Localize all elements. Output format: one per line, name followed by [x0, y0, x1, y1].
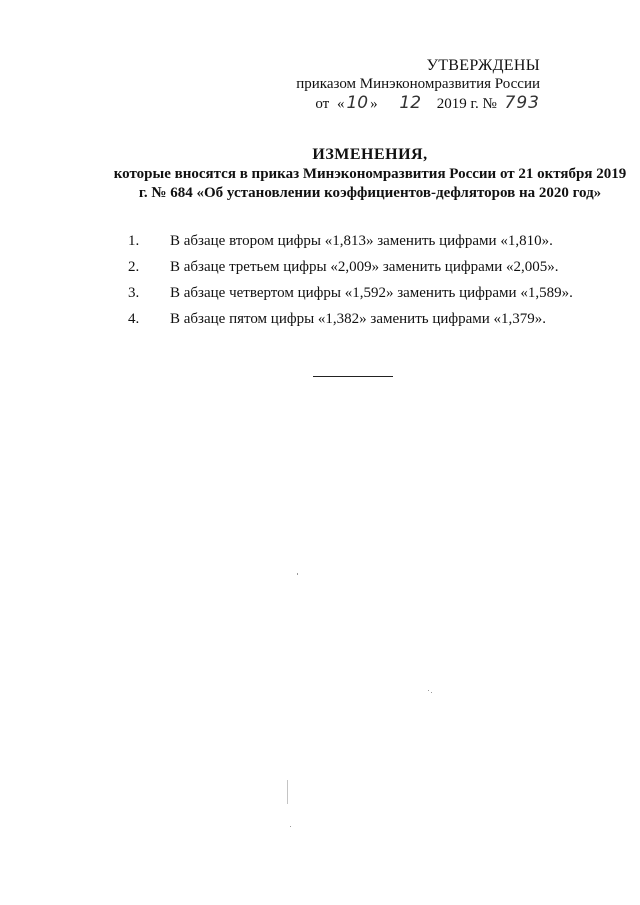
item-number: 2.: [128, 259, 140, 275]
order-year: 2019 г. №: [436, 96, 497, 112]
item-text: В абзаце четвертом цифры «1,592» заменить цифрами «1,589».: [170, 285, 573, 301]
item-text: В абзаце втором цифры «1,813» заменить цифрами «1,810».: [170, 233, 553, 249]
scan-speck: [428, 690, 429, 691]
list-item: [128, 258, 608, 284]
open-quote: «: [336, 96, 345, 112]
list-item: [128, 310, 608, 336]
close-quote: »: [370, 96, 378, 112]
changes-list: [128, 232, 608, 336]
handwritten-day: 10: [346, 93, 369, 113]
item-number: 3.: [128, 285, 140, 301]
handwritten-order-number: 793: [504, 93, 540, 113]
list-item: [128, 232, 608, 258]
item-text: В абзаце пятом цифры «1,382» заменить цифрами «1,379».: [170, 311, 547, 327]
item-number: 1.: [128, 233, 140, 249]
approval-stamp: [296, 56, 540, 114]
item-text: В абзаце третьем цифры «2,009» заменить цифрами «2,005».: [170, 259, 559, 275]
order-date-line: [296, 94, 540, 114]
item-number: 4.: [128, 311, 140, 327]
handwritten-month: 12: [399, 93, 422, 113]
heading-title: ИЗМЕНЕНИЯ,: [312, 146, 428, 163]
scan-speck: [287, 780, 288, 804]
document-heading: [40, 145, 640, 203]
heading-subtitle: которые вносятся в приказ Минэкономразвития России от 21 октября 2019 г. № 684 «Об установлении коэффициентов-дефляторов на 2020 год»: [113, 166, 627, 201]
scan-speck: [290, 826, 291, 827]
date-prefix: от: [315, 96, 330, 112]
scan-speck: [297, 573, 298, 575]
scan-speck: [431, 692, 432, 693]
approved-title: УТВЕРЖДЕНЫ: [426, 57, 540, 74]
approving-order-text: приказом Минэкономразвития России: [296, 76, 540, 92]
list-item: [128, 284, 608, 310]
end-of-document-rule: [313, 376, 393, 377]
